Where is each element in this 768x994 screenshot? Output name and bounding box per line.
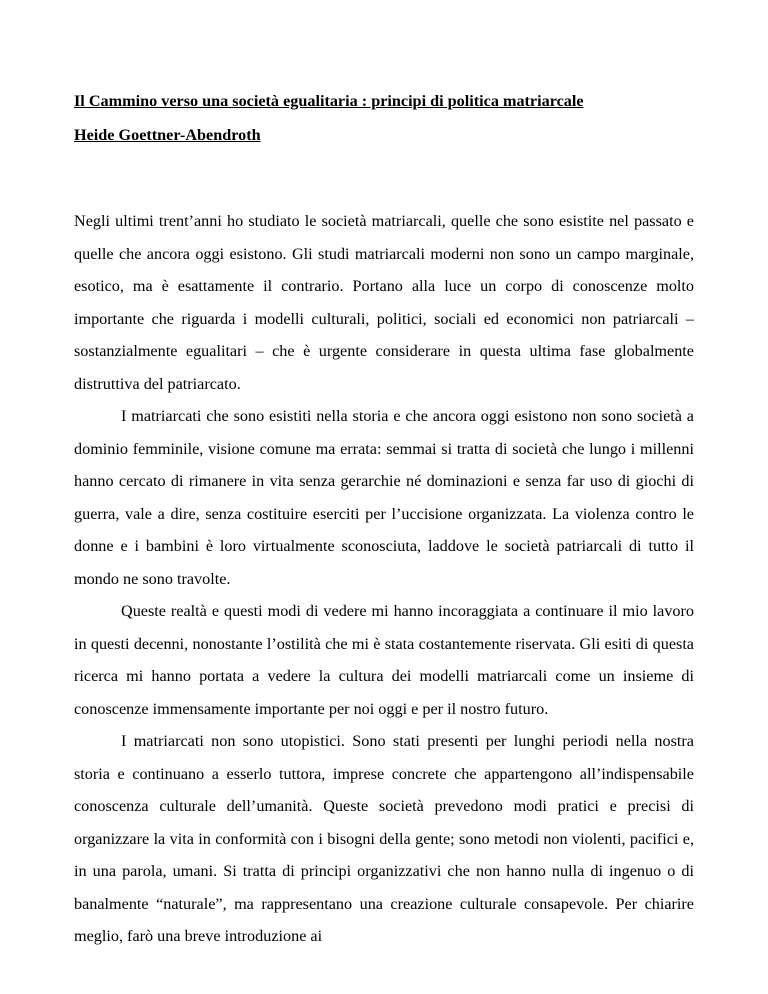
document-page bbox=[74, 84, 694, 953]
document-author: Heide Goettner-Abendroth bbox=[74, 126, 261, 144]
body-paragraph: I matriarcati che sono esistiti nella storia e che ancora oggi esistono non sono società a dominio femminile, visione comune ma errata: semmai si tratta di società che lungo i millenni hanno cercato di rimanere in vita senza gerarchie né dominazioni e senza far uso di giochi di guerra, vale a dire, senza costituire eserciti per l’uccisione organizzata. La violenza contro le donne e i bambini è loro virtualmente sconosciuta, laddove le società patriarcali di tutto il mondo ne sono travolte. bbox=[74, 407, 694, 588]
body-paragraph: Negli ultimi trent’anni ho studiato le società matriarcali, quelle che sono esistite nel passato e quelle che ancora oggi esistono. Gli studi matriarcali moderni non sono un campo marginale, esotico, ma è esattamente il contrario. Portano alla luce un corpo di conoscenze molto importante che riguarda i modelli culturali, politici, sociali ed economici non patriarcali – sostanzialmente egualitari – che è urgente considerare in questa ultima fase globalmente distruttiva del patriarcato. bbox=[74, 212, 694, 393]
body-paragraph: Queste realtà e questi modi di vedere mi hanno incoraggiata a continuare il mio lavoro in questi decenni, nonostante l’ostilità che mi è stata costantemente riservata. Gli esiti di questa ricerca mi hanno portata a vedere la cultura dei modelli matriarcali come un insieme di conoscenze immensamente importante per noi oggi e per il nostro futuro. bbox=[74, 602, 694, 718]
document-body bbox=[74, 205, 694, 953]
document-title: Il Cammino verso una società egualitaria : principi di politica matriarcale bbox=[74, 92, 584, 110]
body-paragraph: I matriarcati non sono utopistici. Sono stati presenti per lunghi periodi nella nostra storia e continuano a esserlo tuttora, imprese concrete che appartengono all’indispensabile conoscenza culturale dell’umanità. Queste società prevedono modi pratici e precisi di organizzare la vita in conformità con i bisogni della gente; sono metodi non violenti, pacifici e, in una parola, umani. Si tratta di principi organizzativi che non hanno nulla di ingenuo o di banalmente “naturale”, ma rappresentano una creazione culturale consapevole. Per chiarire meglio, farò una breve introduzione ai bbox=[74, 732, 694, 945]
